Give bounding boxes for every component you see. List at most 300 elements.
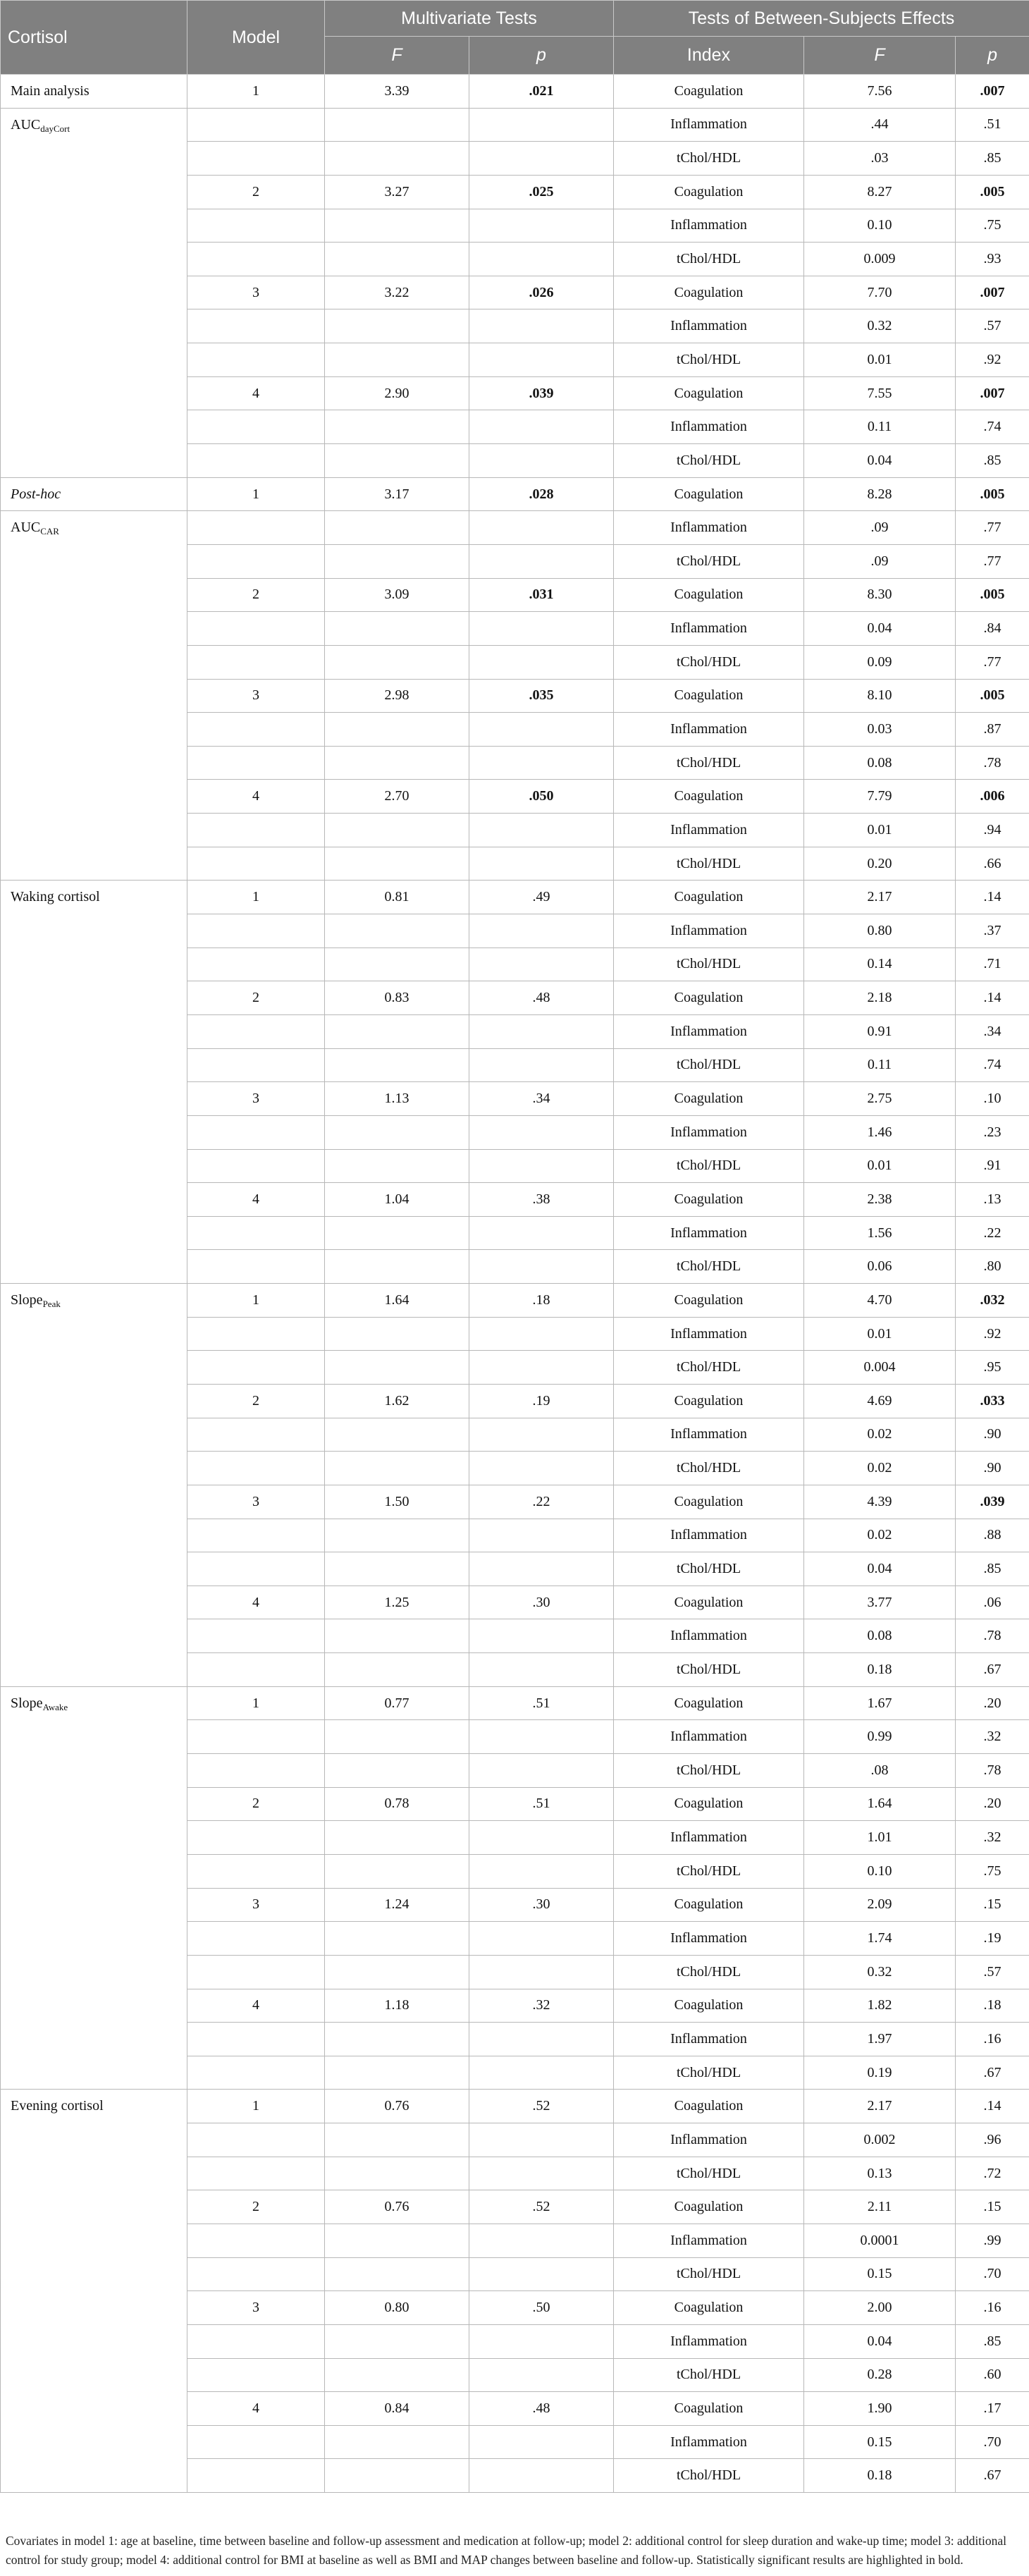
multivariate-p-cell: .50	[469, 2291, 614, 2325]
index-cell: Inflammation	[614, 1519, 804, 1552]
between-f-cell: 0.009	[804, 243, 956, 276]
multivariate-p-cell	[469, 1216, 614, 1250]
index-cell: Inflammation	[614, 2425, 804, 2459]
between-f-cell: 0.20	[804, 847, 956, 881]
cortisol-measure-subscript: Awake	[42, 1701, 68, 1712]
index-cell: Inflammation	[614, 1216, 804, 1250]
between-p-cell: .71	[956, 947, 1029, 981]
multivariate-f-cell	[325, 1317, 469, 1351]
model-cell	[187, 645, 325, 679]
between-f-cell: 0.10	[804, 209, 956, 243]
multivariate-p-cell: .48	[469, 2392, 614, 2426]
between-f-cell: .03	[804, 142, 956, 176]
index-cell: Inflammation	[614, 511, 804, 545]
multivariate-f-cell: 1.18	[325, 1989, 469, 2023]
multivariate-f-cell: 0.81	[325, 881, 469, 914]
table-body	[1, 75, 1029, 2493]
multivariate-f-cell	[325, 309, 469, 343]
between-p-cell: .72	[956, 2157, 1029, 2190]
header-bs-p: p	[956, 37, 1029, 75]
multivariate-p-cell	[469, 2123, 614, 2157]
table-row	[1, 1686, 1029, 1720]
index-cell: Coagulation	[614, 1686, 804, 1720]
between-p-cell: .96	[956, 2123, 1029, 2157]
cortisol-measure-label: Evening cortisol	[11, 2098, 104, 2114]
model-cell: 4	[187, 2392, 325, 2426]
between-p-cell: .91	[956, 1149, 1029, 1183]
multivariate-f-cell: 1.04	[325, 1183, 469, 1217]
model-cell	[187, 2224, 325, 2258]
index-cell: Coagulation	[614, 276, 804, 309]
between-f-cell: .09	[804, 544, 956, 578]
between-p-cell: .87	[956, 713, 1029, 747]
between-p-cell: .13	[956, 1183, 1029, 1217]
model-cell	[187, 1418, 325, 1452]
between-f-cell: 0.11	[804, 1048, 956, 1082]
cortisol-measure-label: Slope	[11, 1695, 43, 1711]
model-cell	[187, 1317, 325, 1351]
model-cell	[187, 1250, 325, 1284]
between-f-cell: 0.15	[804, 2257, 956, 2291]
index-cell: Inflammation	[614, 1720, 804, 1754]
index-cell: tChol/HDL	[614, 1653, 804, 1687]
model-cell	[187, 1955, 325, 1989]
multivariate-p-cell	[469, 746, 614, 780]
multivariate-f-cell: 3.22	[325, 276, 469, 309]
index-cell: Coagulation	[614, 780, 804, 814]
multivariate-p-cell	[469, 1854, 614, 1888]
index-cell: Coagulation	[614, 1586, 804, 1619]
between-f-cell: 0.02	[804, 1452, 956, 1485]
index-cell: Coagulation	[614, 2392, 804, 2426]
multivariate-p-cell	[469, 1351, 614, 1385]
model-cell: 1	[187, 1686, 325, 1720]
between-p-cell: .14	[956, 2090, 1029, 2123]
multivariate-p-cell	[469, 2056, 614, 2090]
model-cell	[187, 1552, 325, 1586]
between-p-cell: .60	[956, 2358, 1029, 2392]
model-cell	[187, 142, 325, 176]
between-f-cell: 1.56	[804, 1216, 956, 1250]
multivariate-f-cell	[325, 1854, 469, 1888]
index-cell: Coagulation	[614, 1989, 804, 2023]
between-f-cell: 0.11	[804, 410, 956, 444]
index-cell: tChol/HDL	[614, 645, 804, 679]
cortisol-measure-label: Main analysis	[11, 82, 90, 99]
between-p-cell: .23	[956, 1115, 1029, 1149]
multivariate-f-cell	[325, 2324, 469, 2358]
multivariate-p-cell	[469, 108, 614, 142]
header-mv-p: p	[469, 37, 614, 75]
between-p-cell: .74	[956, 410, 1029, 444]
between-p-cell: .75	[956, 209, 1029, 243]
index-cell: Inflammation	[614, 814, 804, 847]
index-cell: tChol/HDL	[614, 2459, 804, 2493]
model-cell: 2	[187, 175, 325, 209]
table-header	[1, 1, 1029, 75]
model-cell	[187, 1014, 325, 1048]
between-f-cell: 0.13	[804, 2157, 956, 2190]
index-cell: Coagulation	[614, 1082, 804, 1116]
multivariate-p-cell: .039	[469, 376, 614, 410]
multivariate-f-cell	[325, 343, 469, 377]
cortisol-measure-cell	[1, 477, 187, 511]
multivariate-p-cell	[469, 1014, 614, 1048]
multivariate-f-cell	[325, 2257, 469, 2291]
multivariate-p-cell	[469, 1955, 614, 1989]
index-cell: tChol/HDL	[614, 746, 804, 780]
between-f-cell: 0.06	[804, 1250, 956, 1284]
between-f-cell: 2.75	[804, 1082, 956, 1116]
index-cell: Inflammation	[614, 713, 804, 747]
between-p-cell: .32	[956, 1821, 1029, 1855]
between-p-cell: .20	[956, 1787, 1029, 1821]
multivariate-p-cell: .52	[469, 2090, 614, 2123]
between-p-cell: .16	[956, 2291, 1029, 2325]
model-cell	[187, 713, 325, 747]
index-cell: Inflammation	[614, 1014, 804, 1048]
between-p-cell: .78	[956, 1619, 1029, 1653]
model-cell: 4	[187, 1989, 325, 2023]
multivariate-f-cell	[325, 645, 469, 679]
between-f-cell: 0.01	[804, 343, 956, 377]
between-f-cell: 0.08	[804, 746, 956, 780]
model-cell: 3	[187, 679, 325, 713]
model-cell	[187, 2425, 325, 2459]
model-cell	[187, 746, 325, 780]
between-f-cell: 8.30	[804, 578, 956, 612]
multivariate-f-cell	[325, 1149, 469, 1183]
between-f-cell: 0.0001	[804, 2224, 956, 2258]
index-cell: Coagulation	[614, 75, 804, 109]
index-cell: tChol/HDL	[614, 243, 804, 276]
index-cell: tChol/HDL	[614, 2157, 804, 2190]
between-f-cell: 0.19	[804, 2056, 956, 2090]
between-f-cell: 0.28	[804, 2358, 956, 2392]
between-f-cell: 0.04	[804, 612, 956, 646]
between-f-cell: 1.97	[804, 2023, 956, 2056]
multivariate-p-cell	[469, 2224, 614, 2258]
between-p-cell: .70	[956, 2425, 1029, 2459]
multivariate-p-cell: .49	[469, 881, 614, 914]
model-cell: 4	[187, 780, 325, 814]
between-p-cell: .007	[956, 75, 1029, 109]
multivariate-f-cell	[325, 209, 469, 243]
between-p-cell: .74	[956, 1048, 1029, 1082]
model-cell	[187, 1653, 325, 1687]
between-p-cell: .70	[956, 2257, 1029, 2291]
multivariate-f-cell	[325, 1418, 469, 1452]
between-p-cell: .90	[956, 1452, 1029, 1485]
cortisol-measure-cell	[1, 1284, 187, 1687]
multivariate-p-cell: .38	[469, 1183, 614, 1217]
between-f-cell: 0.91	[804, 1014, 956, 1048]
multivariate-p-cell	[469, 1552, 614, 1586]
between-p-cell: .20	[956, 1686, 1029, 1720]
model-cell	[187, 2056, 325, 2090]
multivariate-p-cell	[469, 2157, 614, 2190]
index-cell: tChol/HDL	[614, 1754, 804, 1788]
multivariate-f-cell	[325, 1754, 469, 1788]
between-f-cell: 0.99	[804, 1720, 956, 1754]
model-cell: 1	[187, 477, 325, 511]
multivariate-p-cell	[469, 1922, 614, 1956]
multivariate-p-cell	[469, 544, 614, 578]
index-cell: Inflammation	[614, 410, 804, 444]
between-f-cell: .09	[804, 511, 956, 545]
index-cell: tChol/HDL	[614, 1351, 804, 1385]
between-f-cell: 2.11	[804, 2190, 956, 2224]
between-p-cell: .85	[956, 1552, 1029, 1586]
between-p-cell: .67	[956, 2459, 1029, 2493]
model-cell	[187, 108, 325, 142]
multivariate-f-cell	[325, 2459, 469, 2493]
model-cell: 4	[187, 1183, 325, 1217]
model-cell	[187, 544, 325, 578]
between-p-cell: .32	[956, 1720, 1029, 1754]
between-p-cell: .78	[956, 1754, 1029, 1788]
between-p-cell: .37	[956, 914, 1029, 948]
between-p-cell: .85	[956, 142, 1029, 176]
between-p-cell: .84	[956, 612, 1029, 646]
between-p-cell: .16	[956, 2023, 1029, 2056]
between-p-cell: .14	[956, 881, 1029, 914]
between-f-cell: 4.70	[804, 1284, 956, 1318]
multivariate-p-cell	[469, 1048, 614, 1082]
between-p-cell: .78	[956, 746, 1029, 780]
index-cell: tChol/HDL	[614, 1048, 804, 1082]
multivariate-f-cell	[325, 2157, 469, 2190]
index-cell: tChol/HDL	[614, 343, 804, 377]
between-p-cell: .77	[956, 645, 1029, 679]
model-cell: 3	[187, 2291, 325, 2325]
multivariate-f-cell	[325, 914, 469, 948]
multivariate-f-cell	[325, 1452, 469, 1485]
between-p-cell: .66	[956, 847, 1029, 881]
multivariate-p-cell	[469, 1653, 614, 1687]
index-cell: Inflammation	[614, 2324, 804, 2358]
multivariate-f-cell	[325, 1115, 469, 1149]
multivariate-f-cell: 0.76	[325, 2090, 469, 2123]
table-row	[1, 75, 1029, 109]
multivariate-f-cell: 0.77	[325, 1686, 469, 1720]
multivariate-p-cell: .026	[469, 276, 614, 309]
multivariate-p-cell: .32	[469, 1989, 614, 2023]
model-cell	[187, 1754, 325, 1788]
cortisol-measure-cell	[1, 108, 187, 477]
cortisol-measure-cell	[1, 75, 187, 109]
multivariate-p-cell: .031	[469, 578, 614, 612]
between-f-cell: .44	[804, 108, 956, 142]
between-p-cell: .85	[956, 444, 1029, 478]
between-p-cell: .95	[956, 1351, 1029, 1385]
multivariate-f-cell	[325, 1250, 469, 1284]
between-f-cell: 7.79	[804, 780, 956, 814]
index-cell: tChol/HDL	[614, 947, 804, 981]
cortisol-measure-cell	[1, 1686, 187, 2090]
cortisol-measure-subscript: CAR	[40, 526, 59, 537]
between-f-cell: 0.15	[804, 2425, 956, 2459]
model-cell	[187, 2123, 325, 2157]
between-f-cell: 0.01	[804, 1149, 956, 1183]
multivariate-p-cell: .18	[469, 1284, 614, 1318]
between-p-cell: .06	[956, 1586, 1029, 1619]
multivariate-f-cell: 1.13	[325, 1082, 469, 1116]
table-row	[1, 511, 1029, 545]
multivariate-p-cell	[469, 847, 614, 881]
multivariate-f-cell: 2.90	[325, 376, 469, 410]
between-p-cell: .75	[956, 1854, 1029, 1888]
model-cell	[187, 1922, 325, 1956]
multivariate-p-cell	[469, 1519, 614, 1552]
multivariate-f-cell	[325, 2023, 469, 2056]
header-model: Model	[187, 1, 325, 75]
between-f-cell: 4.69	[804, 1384, 956, 1418]
index-cell: Inflammation	[614, 1922, 804, 1956]
cortisol-measure-label: AUC	[11, 520, 41, 536]
between-p-cell: .57	[956, 1955, 1029, 1989]
cortisol-measure-cell	[1, 511, 187, 881]
multivariate-p-cell	[469, 410, 614, 444]
between-f-cell: 2.17	[804, 2090, 956, 2123]
model-cell: 3	[187, 1485, 325, 1519]
between-p-cell: .94	[956, 814, 1029, 847]
multivariate-f-cell	[325, 1955, 469, 1989]
between-p-cell: .67	[956, 2056, 1029, 2090]
multivariate-p-cell: .48	[469, 981, 614, 1015]
multivariate-f-cell	[325, 2123, 469, 2157]
index-cell: Coagulation	[614, 376, 804, 410]
model-cell	[187, 1115, 325, 1149]
multivariate-p-cell	[469, 2257, 614, 2291]
between-p-cell: .005	[956, 477, 1029, 511]
multivariate-f-cell	[325, 1552, 469, 1586]
multivariate-p-cell: .30	[469, 1888, 614, 1922]
model-cell: 2	[187, 981, 325, 1015]
multivariate-p-cell	[469, 814, 614, 847]
index-cell: Inflammation	[614, 209, 804, 243]
between-f-cell: 1.64	[804, 1787, 956, 1821]
multivariate-f-cell: 2.70	[325, 780, 469, 814]
model-cell: 1	[187, 1284, 325, 1318]
model-cell	[187, 1720, 325, 1754]
multivariate-p-cell	[469, 1250, 614, 1284]
index-cell: Coagulation	[614, 1485, 804, 1519]
multivariate-f-cell: 1.25	[325, 1586, 469, 1619]
multivariate-f-cell: 2.98	[325, 679, 469, 713]
between-f-cell: 2.00	[804, 2291, 956, 2325]
index-cell: tChol/HDL	[614, 847, 804, 881]
between-f-cell: 0.14	[804, 947, 956, 981]
multivariate-p-cell: .30	[469, 1586, 614, 1619]
index-cell: Coagulation	[614, 1384, 804, 1418]
multivariate-p-cell	[469, 444, 614, 478]
between-f-cell: 1.90	[804, 2392, 956, 2426]
between-f-cell: 8.10	[804, 679, 956, 713]
between-f-cell: 2.17	[804, 881, 956, 914]
model-cell	[187, 2324, 325, 2358]
model-cell: 2	[187, 578, 325, 612]
between-p-cell: .90	[956, 1418, 1029, 1452]
between-f-cell: 0.10	[804, 1854, 956, 1888]
multivariate-f-cell: 1.24	[325, 1888, 469, 1922]
between-p-cell: .15	[956, 2190, 1029, 2224]
cortisol-measure-cell	[1, 2090, 187, 2493]
cortisol-measure-subscript: dayCort	[40, 123, 70, 134]
index-cell: Coagulation	[614, 981, 804, 1015]
index-cell: tChol/HDL	[614, 2358, 804, 2392]
multivariate-p-cell	[469, 1149, 614, 1183]
model-cell	[187, 947, 325, 981]
between-f-cell: 7.55	[804, 376, 956, 410]
model-cell: 3	[187, 276, 325, 309]
multivariate-f-cell	[325, 1653, 469, 1687]
multivariate-p-cell	[469, 1452, 614, 1485]
multivariate-f-cell	[325, 1351, 469, 1385]
multivariate-f-cell	[325, 612, 469, 646]
header-multivariate-tests: Multivariate Tests	[325, 1, 614, 37]
multivariate-f-cell: 1.50	[325, 1485, 469, 1519]
index-cell: Inflammation	[614, 1619, 804, 1653]
model-cell	[187, 1216, 325, 1250]
model-cell	[187, 1619, 325, 1653]
multivariate-p-cell: .028	[469, 477, 614, 511]
multivariate-p-cell: .025	[469, 175, 614, 209]
multivariate-f-cell: 0.84	[325, 2392, 469, 2426]
between-f-cell: 0.03	[804, 713, 956, 747]
model-cell	[187, 914, 325, 948]
multivariate-p-cell	[469, 2324, 614, 2358]
table-row	[1, 1284, 1029, 1318]
model-cell	[187, 444, 325, 478]
model-cell	[187, 1821, 325, 1855]
multivariate-f-cell: 0.78	[325, 1787, 469, 1821]
between-p-cell: .005	[956, 175, 1029, 209]
index-cell: Inflammation	[614, 1821, 804, 1855]
multivariate-f-cell	[325, 544, 469, 578]
between-p-cell: .039	[956, 1485, 1029, 1519]
model-cell	[187, 1351, 325, 1385]
between-f-cell: 0.04	[804, 1552, 956, 1586]
multivariate-f-cell	[325, 108, 469, 142]
multivariate-f-cell: 3.09	[325, 578, 469, 612]
between-p-cell: .57	[956, 309, 1029, 343]
model-cell: 1	[187, 2090, 325, 2123]
between-f-cell: 1.01	[804, 1821, 956, 1855]
multivariate-f-cell	[325, 2056, 469, 2090]
multivariate-f-cell	[325, 1014, 469, 1048]
multivariate-f-cell	[325, 814, 469, 847]
model-cell	[187, 2459, 325, 2493]
multivariate-f-cell	[325, 847, 469, 881]
multivariate-p-cell: .22	[469, 1485, 614, 1519]
between-p-cell: .10	[956, 1082, 1029, 1116]
multivariate-p-cell	[469, 2459, 614, 2493]
between-f-cell: 1.74	[804, 1922, 956, 1956]
multivariate-f-cell	[325, 1922, 469, 1956]
multivariate-f-cell	[325, 243, 469, 276]
between-f-cell: 0.004	[804, 1351, 956, 1385]
between-p-cell: .92	[956, 343, 1029, 377]
index-cell: tChol/HDL	[614, 444, 804, 478]
multivariate-f-cell	[325, 2224, 469, 2258]
multivariate-f-cell: 3.39	[325, 75, 469, 109]
table-row	[1, 477, 1029, 511]
index-cell: Coagulation	[614, 679, 804, 713]
index-cell: Coagulation	[614, 477, 804, 511]
model-cell: 4	[187, 376, 325, 410]
multivariate-p-cell	[469, 914, 614, 948]
